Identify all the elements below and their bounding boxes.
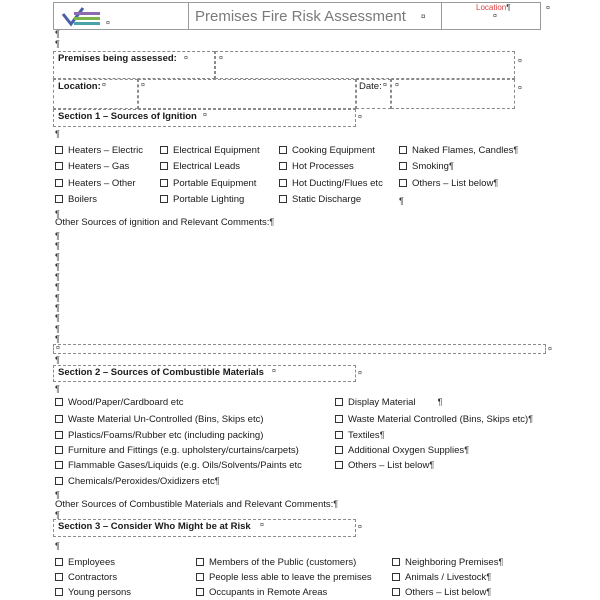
- section3-title: Section 3 – Consider Who Might be at Risk: [58, 521, 251, 532]
- checkbox-furniture-fittings[interactable]: [55, 445, 299, 457]
- page-title: Premises Fire Risk Assessment: [195, 8, 406, 25]
- checkbox-label: Members of the Public (customers): [209, 557, 357, 568]
- checkbox-label: Electrical Leads: [173, 161, 241, 172]
- checkbox-box[interactable]: [392, 558, 400, 566]
- checkbox-portable-lighting[interactable]: [160, 194, 244, 206]
- checkbox-label: Portable Equipment: [173, 178, 257, 189]
- section1-title: Section 1 – Sources of Ignition: [58, 111, 197, 122]
- location-label: Location:: [58, 81, 101, 92]
- checkbox-portable-equipment[interactable]: [160, 178, 256, 190]
- checkbox-members-public[interactable]: [196, 557, 356, 569]
- checkbox-boilers[interactable]: [55, 194, 97, 206]
- checkbox-others-risk[interactable]: Others – List below¶: [392, 587, 491, 599]
- checkbox-label: Animals / Livestock: [405, 572, 487, 583]
- row-marker: ¤: [548, 346, 552, 353]
- checkbox-box[interactable]: [160, 162, 168, 170]
- checkbox-box[interactable]: [55, 162, 63, 170]
- section1-comments-label: Other Sources of ignition and Relevant Comments:¶: [55, 217, 275, 228]
- checkbox-box[interactable]: [399, 162, 407, 170]
- checkbox-box[interactable]: [55, 195, 63, 203]
- checkbox-box[interactable]: [55, 179, 63, 187]
- checkbox-label: Young persons: [68, 587, 132, 598]
- checkbox-box[interactable]: [279, 179, 287, 187]
- row-marker: ¤: [518, 58, 522, 65]
- checkbox-remote-occupants[interactable]: [196, 587, 327, 599]
- checkbox-box[interactable]: [55, 461, 63, 469]
- checkbox-box[interactable]: [55, 558, 63, 566]
- cell-marker: ¤: [383, 82, 387, 89]
- cell-marker: ¤: [203, 112, 207, 119]
- checkbox-label: Flammable Gases/Liquids (e.g. Oils/Solvents/Paints etc: [68, 460, 302, 471]
- checkbox-box[interactable]: [196, 558, 204, 566]
- checkbox-label: Smoking: [412, 161, 449, 172]
- checkbox-box[interactable]: [55, 398, 63, 406]
- checkbox-box[interactable]: [160, 179, 168, 187]
- checkbox-box[interactable]: [55, 415, 63, 423]
- section2-comments-label: Other Sources of Combustible Materials and Relevant Comments:¶: [55, 499, 339, 510]
- checkbox-electrical-equipment[interactable]: [160, 145, 260, 157]
- checkbox-box[interactable]: [335, 398, 343, 406]
- checkbox-box[interactable]: [279, 162, 287, 170]
- checkbox-label: Waste Material Controlled (Bins, Skips etc): [348, 414, 529, 425]
- checkbox-naked-flames[interactable]: Naked Flames, Candles¶: [399, 145, 518, 157]
- pilcrow: ¶: [55, 510, 60, 520]
- pilcrow: ¶: [55, 129, 60, 139]
- checkbox-label: Occupants in Remote Areas: [209, 587, 328, 598]
- pilcrow: ¶: [55, 384, 60, 394]
- header-divider-1: [188, 2, 189, 30]
- checkbox-textiles[interactable]: Textiles¶: [335, 430, 385, 442]
- pilcrow: ¶: [55, 490, 60, 500]
- checkbox-box[interactable]: [55, 588, 63, 596]
- checkbox-label: Heaters – Gas: [68, 161, 130, 172]
- checkbox-heaters-electric[interactable]: [55, 145, 143, 157]
- checkbox-box[interactable]: [279, 146, 287, 154]
- checkbox-label: Naked Flames, Candles: [412, 145, 514, 156]
- pilcrow: ¶: [55, 541, 60, 551]
- checkbox-electrical-leads[interactable]: [160, 161, 240, 173]
- checkbox-box[interactable]: [55, 477, 63, 485]
- row-marker: ¤: [546, 5, 550, 12]
- cell-marker: ¤: [395, 82, 399, 89]
- checkbox-box[interactable]: [55, 431, 63, 439]
- checkbox-box[interactable]: [392, 588, 400, 596]
- checkbox-others-combustible[interactable]: Others – List below¶: [335, 460, 434, 472]
- checkbox-label: Display Material: [348, 397, 416, 408]
- checkbox-label: Others – List below: [405, 587, 487, 598]
- checkbox-box[interactable]: [399, 179, 407, 187]
- row-marker: ¤: [518, 85, 522, 92]
- cell-marker: ¤: [421, 12, 426, 21]
- checkbox-hot-processes[interactable]: [279, 161, 354, 173]
- checkbox-label: Wood/Paper/Cardboard etc: [68, 397, 184, 408]
- checkbox-box[interactable]: [55, 573, 63, 581]
- pilcrow: ¶: [55, 209, 60, 219]
- checkbox-label: Electrical Equipment: [173, 145, 260, 156]
- checkbox-box[interactable]: [335, 461, 343, 469]
- checkbox-box[interactable]: [335, 431, 343, 439]
- checkbox-label: Chemicals/Peroxides/Oxidizers etc: [68, 476, 215, 487]
- pilcrow: ¶: [55, 29, 60, 39]
- checkbox-label: Others – List below: [348, 460, 430, 471]
- checkbox-display-material[interactable]: Display Material ¶: [335, 397, 442, 409]
- checkbox-label: Textiles: [348, 430, 380, 441]
- header-divider-2: [441, 2, 442, 30]
- checkbox-label: Plastics/Foams/Rubber etc (including packing): [68, 430, 264, 441]
- pilcrow: ¶: [399, 196, 404, 206]
- company-logo: [60, 5, 104, 27]
- row-marker: ¤: [358, 370, 362, 377]
- row-marker: ¤: [358, 114, 362, 121]
- cell-marker: ¤: [184, 55, 188, 62]
- checkbox-label: Employees: [68, 557, 115, 568]
- checkbox-box[interactable]: [55, 146, 63, 154]
- checkbox-box[interactable]: [160, 146, 168, 154]
- checkbox-box[interactable]: [392, 573, 400, 581]
- checkbox-heaters-other[interactable]: [55, 178, 136, 190]
- cell-marker: ¤: [141, 82, 145, 89]
- premises-label: Premises being assessed:: [58, 53, 177, 64]
- pilcrow: ¶: [55, 39, 60, 49]
- checkbox-employees[interactable]: [55, 557, 115, 569]
- checkbox-label: Heaters – Electric: [68, 145, 143, 156]
- checkbox-box[interactable]: [335, 415, 343, 423]
- checkbox-contractors[interactable]: [55, 572, 117, 584]
- pilcrow: ¶: [55, 355, 60, 365]
- checkbox-waste-uncontrolled[interactable]: [55, 414, 264, 426]
- cell-marker: ¤: [260, 522, 264, 529]
- cell-marker: ¤: [56, 345, 60, 352]
- checkbox-box[interactable]: [196, 573, 204, 581]
- location-value-cell[interactable]: [138, 79, 356, 109]
- section-divider: [53, 344, 546, 354]
- checkbox-box[interactable]: [160, 195, 168, 203]
- checkbox-people-less-able[interactable]: [196, 572, 372, 584]
- section2-title: Section 2 – Sources of Combustible Materials: [58, 367, 264, 378]
- checkbox-label: Hot Processes: [292, 161, 354, 172]
- checkbox-waste-controlled[interactable]: Waste Material Controlled (Bins, Skips etc)¶: [335, 414, 533, 426]
- location-tag: Location¶: [476, 3, 511, 12]
- checkbox-animals-livestock[interactable]: Animals / Livestock¶: [392, 572, 491, 584]
- checkbox-label: Neighboring Premises: [405, 557, 499, 568]
- checkbox-others-ignition[interactable]: Others – List below¶: [399, 178, 498, 190]
- comment-lines: ¶ ¶ ¶ ¶ ¶ ¶ ¶ ¶ ¶ ¶ ¶: [55, 231, 60, 344]
- checkbox-box[interactable]: [55, 446, 63, 454]
- row-marker: ¤: [358, 524, 362, 531]
- checkbox-box[interactable]: [335, 446, 343, 454]
- cell-marker: ¤: [272, 368, 276, 375]
- cell-marker: ¤: [102, 82, 106, 89]
- date-label: Date:: [359, 81, 382, 92]
- checkbox-label: People less able to leave the premises: [209, 572, 372, 583]
- checkbox-box[interactable]: [279, 195, 287, 203]
- checkbox-label: Additional Oxygen Supplies: [348, 445, 465, 456]
- checkbox-heaters-gas[interactable]: [55, 161, 129, 173]
- checkbox-smoking[interactable]: Smoking¶: [399, 161, 454, 173]
- checkbox-label: Boilers: [68, 194, 98, 205]
- checkbox-box[interactable]: [196, 588, 204, 596]
- checkbox-label: Waste Material Un-Controlled (Bins, Skips etc): [68, 414, 264, 425]
- checkbox-neighboring-premises[interactable]: Neighboring Premises¶: [392, 557, 503, 569]
- checkbox-label: Contractors: [68, 572, 118, 583]
- premises-value-cell[interactable]: [215, 51, 515, 79]
- checkbox-young-persons[interactable]: [55, 587, 131, 599]
- checkbox-label: Others – List below: [412, 178, 494, 189]
- checkbox-wood-paper[interactable]: [55, 397, 183, 409]
- checkbox-cooking-equipment[interactable]: [279, 145, 375, 157]
- checkbox-box[interactable]: [399, 146, 407, 154]
- checkbox-label: Cooking Equipment: [292, 145, 375, 156]
- checkbox-flammable-gases[interactable]: [55, 460, 302, 472]
- checkbox-label: Portable Lighting: [173, 194, 245, 205]
- checkbox-plastics-foams[interactable]: [55, 430, 263, 442]
- checkbox-label: Static Discharge: [292, 194, 362, 205]
- checkbox-chemicals[interactable]: Chemicals/Peroxides/Oxidizers etc¶: [55, 476, 220, 488]
- cell-marker: ¤: [493, 13, 497, 20]
- checkbox-label: Furniture and Fittings (e.g. upholstery/curtains/carpets): [68, 445, 299, 456]
- cell-marker: ¤: [106, 20, 110, 27]
- checkbox-label: Heaters – Other: [68, 178, 136, 189]
- checkbox-additional-oxygen[interactable]: Additional Oxygen Supplies¶: [335, 445, 469, 457]
- checkbox-static-discharge[interactable]: [279, 194, 361, 206]
- date-value-cell[interactable]: [391, 79, 515, 109]
- checkbox-hot-ducting[interactable]: [279, 178, 383, 190]
- cell-marker: ¤: [219, 55, 223, 62]
- checkbox-label: Hot Ducting/Flues etc: [292, 178, 383, 189]
